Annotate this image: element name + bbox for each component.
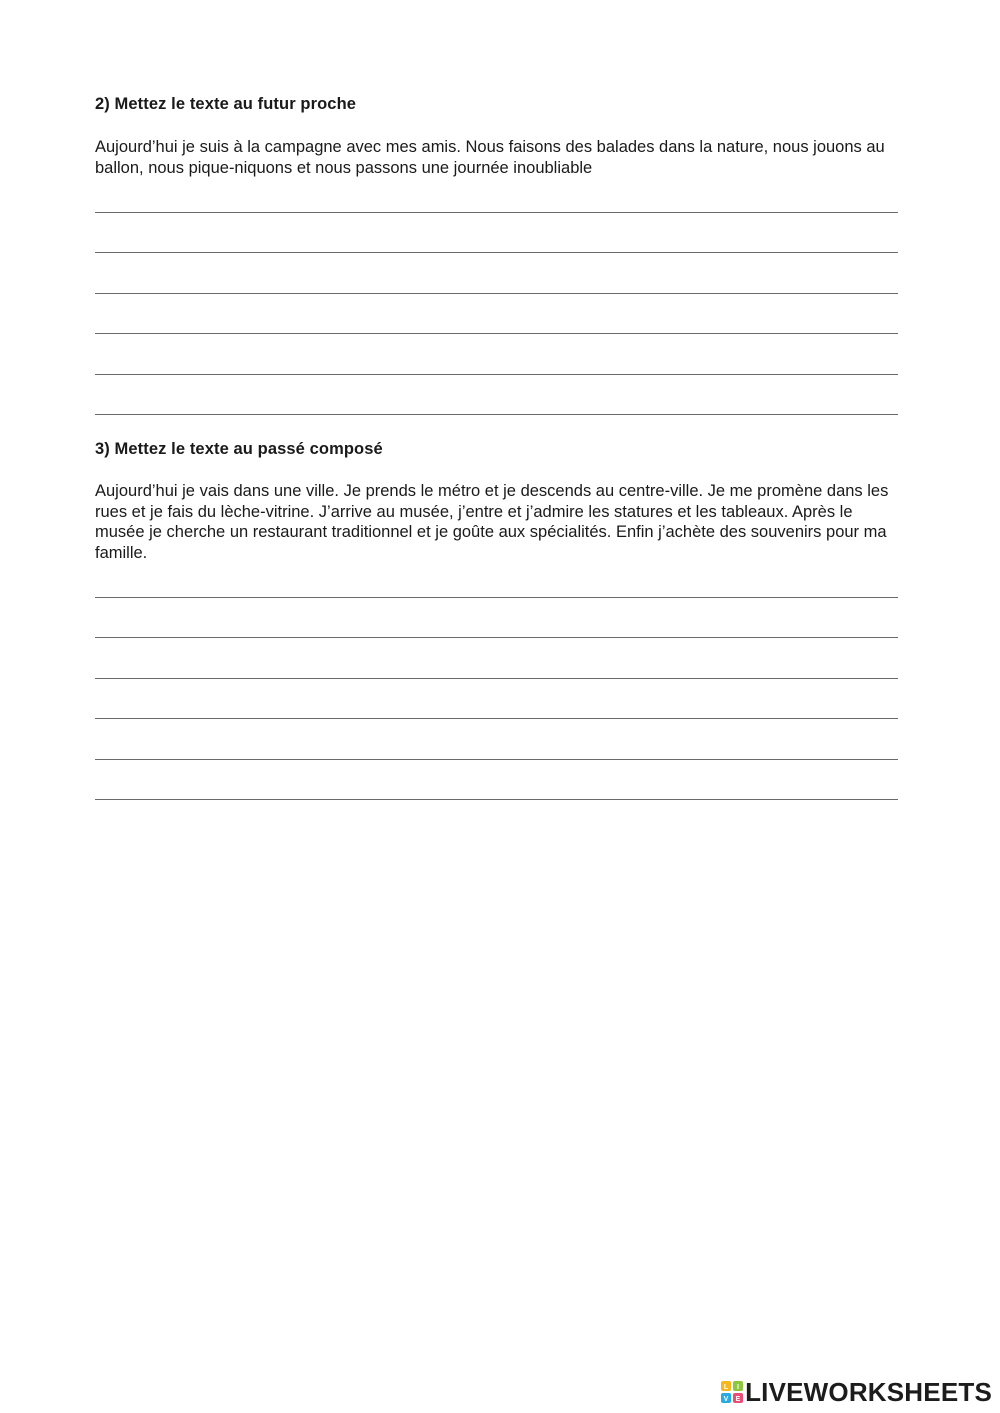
answer-line[interactable] — [95, 637, 898, 638]
liveworksheets-logo-icon — [721, 1381, 743, 1403]
section-2-text: Aujourd’hui je suis à la campagne avec mes amis. Nous faisons des balades dans la nature, nous jouons au ballon, nous pique-niquons et nous passons une journée inoubliable — [95, 138, 885, 177]
section-3-title: 3) Mettez le texte au passé composé — [95, 440, 383, 458]
answer-line[interactable] — [95, 678, 898, 679]
answer-line[interactable] — [95, 374, 898, 375]
answer-line[interactable] — [95, 799, 898, 800]
answer-line[interactable] — [95, 759, 898, 760]
answer-line[interactable] — [95, 597, 898, 598]
svg-text:E: E — [735, 1396, 741, 1403]
svg-text:V: V — [723, 1396, 729, 1403]
answer-line[interactable] — [95, 212, 898, 213]
svg-text:I: I — [737, 1384, 740, 1391]
liveworksheets-brand — [721, 1379, 992, 1405]
liveworksheets-logo-text: LIVEWORKSHEETS — [745, 1377, 992, 1407]
answer-line[interactable] — [95, 718, 898, 719]
section-2-title: 2) Mettez le texte au futur proche — [95, 95, 357, 113]
section-3-text: Aujourd’hui je vais dans une ville. Je prends le métro et je descends au centre-ville. Je me promène dans les rues et je fais du lèche-vitrine. J’arrive au musée, j’entre et j’admire les statures et les tableaux. Après le musée je cherche un restaurant traditionnel et je goûte aux spécialités. Enfin j’achète des souvenirs pour ma famille. — [95, 482, 889, 562]
answer-line[interactable] — [95, 414, 898, 415]
answer-line[interactable] — [95, 333, 898, 334]
answer-line[interactable] — [95, 252, 898, 253]
svg-text:L: L — [723, 1384, 729, 1391]
answer-line[interactable] — [95, 293, 898, 294]
